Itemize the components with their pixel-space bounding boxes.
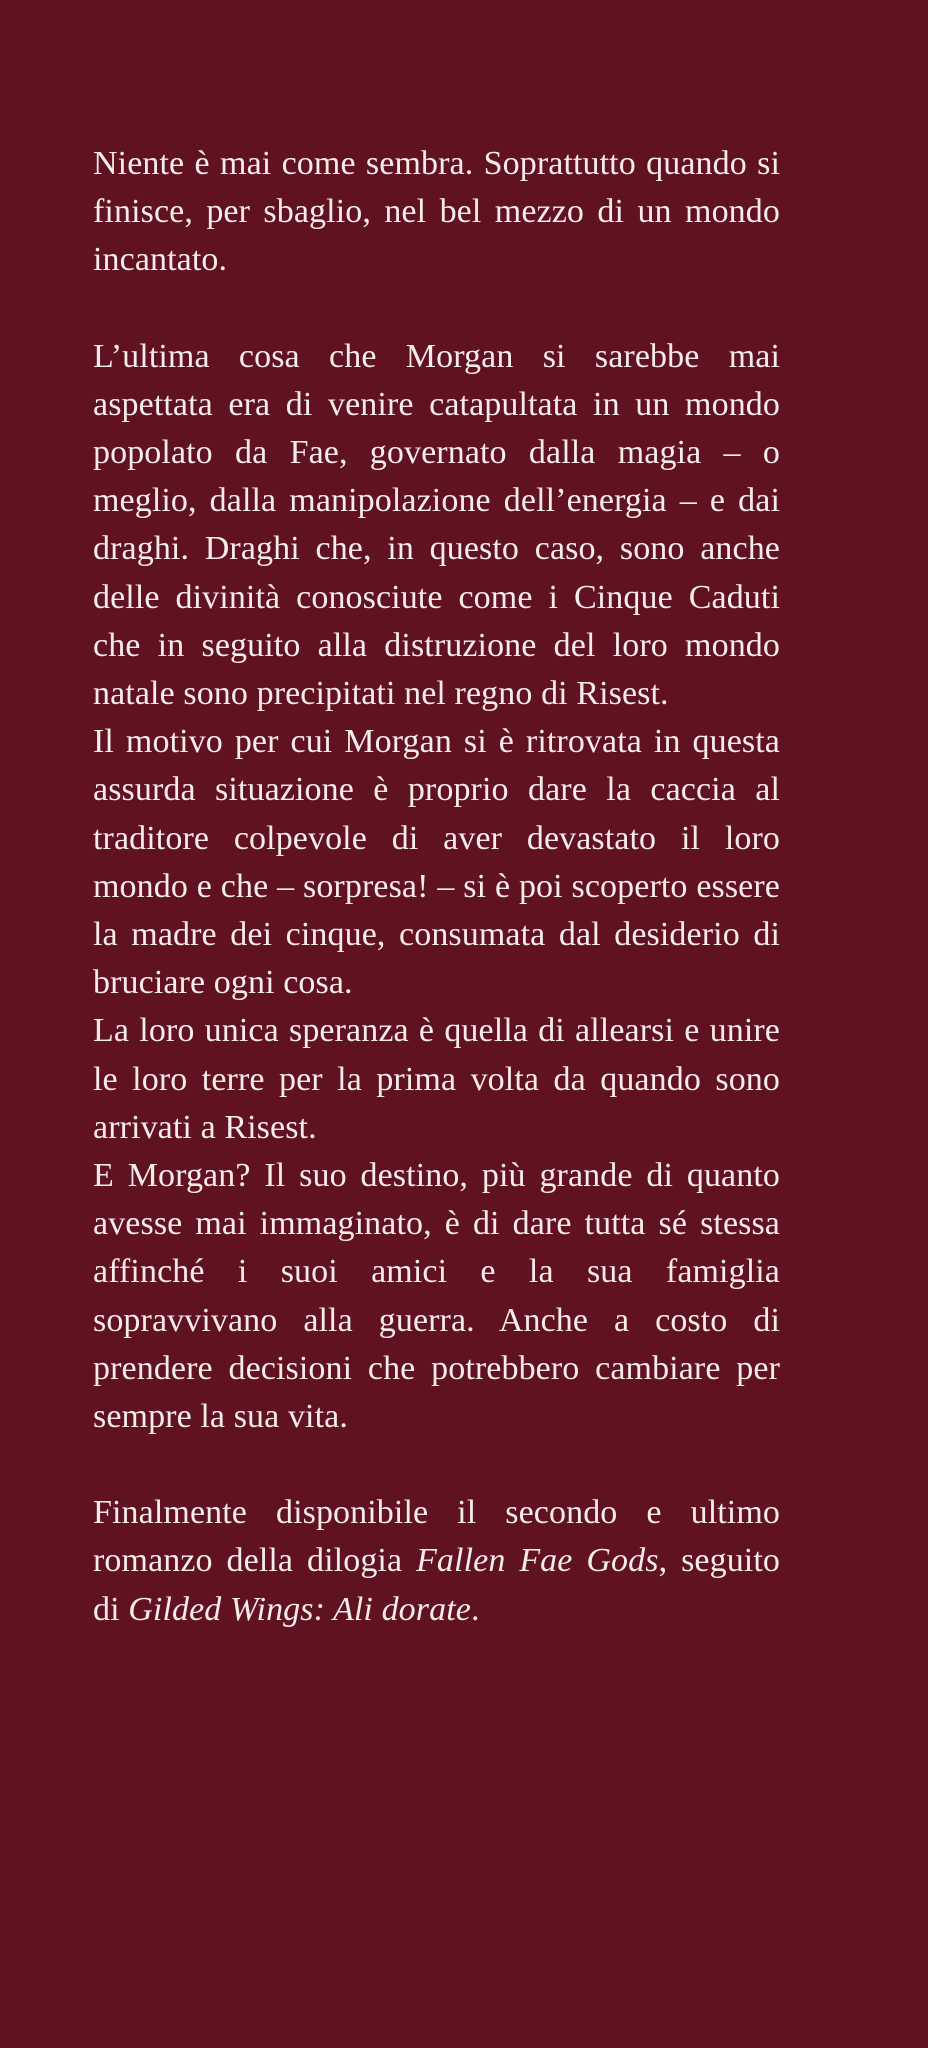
closing-text-middle: , seguito di: [93, 1542, 780, 1628]
blurb-text: [93, 140, 780, 1634]
series-title: Fallen Fae Gods: [416, 1542, 659, 1580]
closing-text-start: Finalmente disponibile il secondo e ultimo romanzo della dilogia: [93, 1494, 780, 1580]
synopsis-paragraph-2: Il motivo per cui Morgan si è ritrovata in questa assurda situazione è proprio dare la caccia al traditore colpevole di aver devastato il loro mondo e che – sorpresa! – si è poi scoperto essere la madre dei cinque, consumata dal desiderio di bruciare ogni cosa.: [93, 723, 780, 1002]
synopsis-paragraph-1: L’ultima cosa che Morgan si sarebbe mai aspettata era di venire catapultata in un mondo popolato da Fae, governato dalla magia – o meglio, dalla manipolazione dell’energia – e dai draghi. Draghi che, in questo caso, sono anche delle divinità conosciute come i Cinque Caduti che in seguito alla distruzione del loro mondo natale sono precipitati nel regno di Risest.: [93, 337, 780, 713]
closing-paragraph: [93, 1489, 780, 1634]
closing-text-end: .: [470, 1590, 480, 1628]
synopsis-paragraph-4: E Morgan? Il suo destino, più grande di quanto avesse mai immaginato, è di dare tutta sé stessa affinché i suoi amici e la sua famiglia sopravvivano alla guerra. Anche a costo di prendere decisioni che potrebbero cambiare per sempre la sua vita.: [93, 1157, 780, 1436]
previous-book-title: Gilded Wings: Ali dorate: [128, 1590, 471, 1628]
synopsis-paragraph-3: La loro unica speranza è quella di allearsi e unire le loro terre per la prima volta da quando sono arrivati a Risest.: [93, 1012, 780, 1146]
intro-paragraph: Niente è mai come sembra. Soprattutto quando si finisce, per sbaglio, nel bel mezzo di un mondo incantato.: [93, 145, 780, 279]
